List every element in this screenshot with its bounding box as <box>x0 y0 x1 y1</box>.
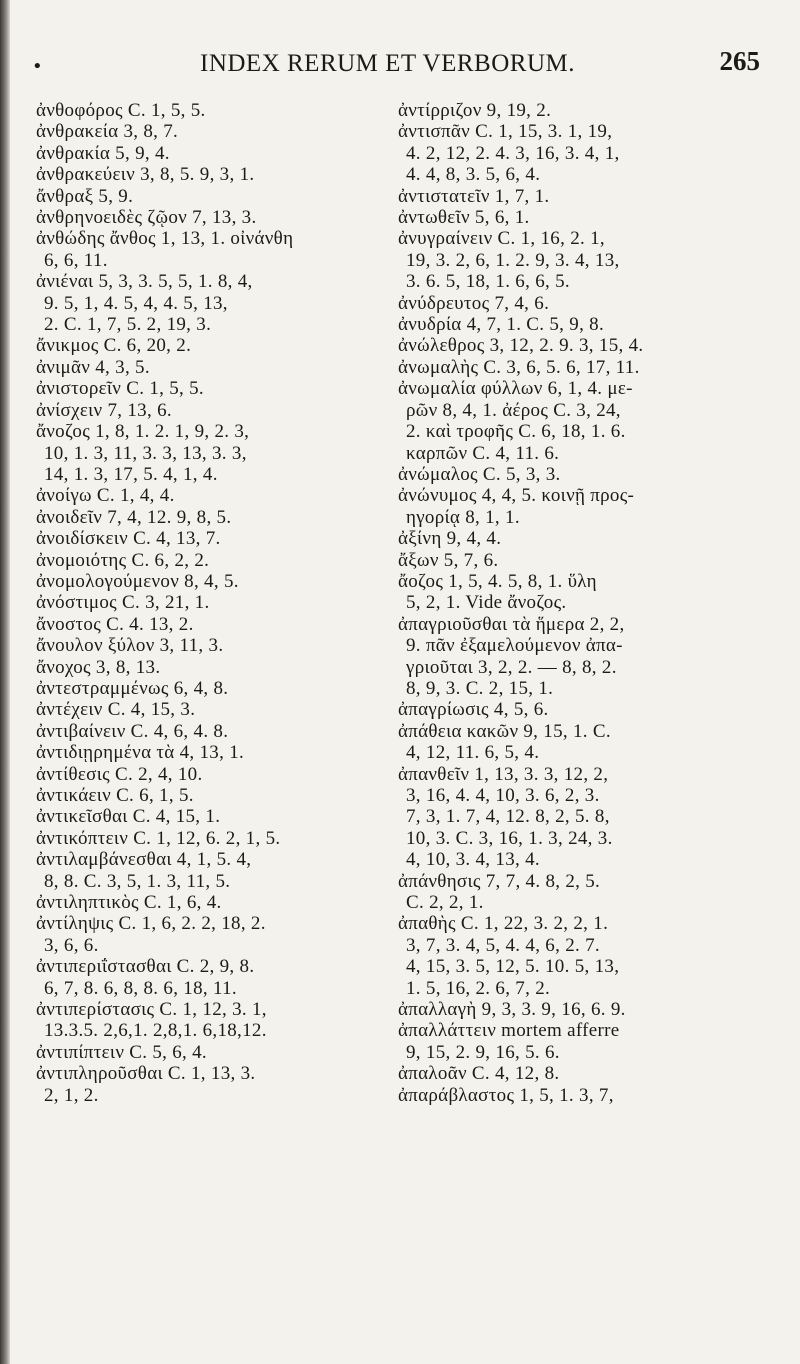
right-column <box>398 100 798 1106</box>
index-entry-line: 2. C. 1, 7, 5. 2, 19, 3. <box>44 314 212 336</box>
index-entry-line: ἀνομολογούμενον 8, 4, 5. <box>36 570 239 592</box>
index-entry-line: ἀνυγραίνειν C. 1, 16, 2. 1, <box>398 228 605 250</box>
running-header <box>10 46 800 86</box>
index-entry-line: ἀντιληπτικὸς C. 1, 6, 4. <box>36 892 222 914</box>
index-entry-line: 4, 10, 3. 4, 13, 4. <box>406 849 540 871</box>
index-entry-line: ἀπαλλαγὴ 9, 3, 3. 9, 16, 6. 9. <box>398 999 626 1021</box>
index-entry-line: ἀντικεῖσθαι C. 4, 15, 1. <box>36 806 221 828</box>
index-entry-line: ἀνθώδης ἄνθος 1, 13, 1. οἰνάνθη <box>36 228 294 250</box>
index-entry-line: ἀντέχειν C. 4, 15, 3. <box>36 699 196 721</box>
header-title: INDEX RERUM ET VERBORUM. <box>200 50 575 77</box>
index-entry-line: ἄνθραξ 5, 9. <box>36 185 134 207</box>
index-entry-line: ἀντίθεσις C. 2, 4, 10. <box>36 763 203 785</box>
index-entry-line: 3. 6. 5, 18, 1. 6, 6, 5. <box>406 271 570 293</box>
index-entry-line: ἀνωμαλὴς C. 3, 6, 5. 6, 17, 11. <box>398 356 640 378</box>
index-entry-line: 13.3.5. 2,6,1. 2,8,1. 6,18,12. <box>44 1020 267 1042</box>
index-entry-line: 6, 7, 8. 6, 8, 8. 6, 18, 11. <box>44 977 237 999</box>
index-entry-line: ἀπάνθησις 7, 7, 4. 8, 2, 5. <box>398 870 601 892</box>
index-entry-line: ἀντωθεῖν 5, 6, 1. <box>398 207 530 229</box>
index-entry-line: ἄοζος 1, 5, 4. 5, 8, 1. ὕλη <box>398 570 597 592</box>
index-entry-line: ἀπανθεῖν 1, 13, 3. 3, 12, 2, <box>398 763 609 785</box>
index-entry-line: ἀντιπληροῦσθαι C. 1, 13, 3. <box>36 1063 256 1085</box>
index-entry-line: ἀνώμαλος C. 5, 3, 3. <box>398 463 561 485</box>
index-entry-line: ἀπαγριοῦσθαι τὰ ἥμερα 2, 2, <box>398 613 625 635</box>
index-entry-line: 3, 7, 3. 4, 5, 4. 4, 6, 2. 7. <box>406 934 600 956</box>
index-entry-line: καρπῶν C. 4, 11. 6. <box>406 442 560 464</box>
index-entry-line: ἀνώλεθρος 3, 12, 2. 9. 3, 15, 4. <box>398 335 644 357</box>
index-entry-line: ἀπαλοᾶν C. 4, 12, 8. <box>398 1063 560 1085</box>
index-entry-line: ἄνοζος 1, 8, 1. 2. 1, 9, 2. 3, <box>36 421 250 443</box>
index-entry-line: ἀντεστραμμένως 6, 4, 8. <box>36 677 229 699</box>
index-entry-line: ἀνθοφόρος C. 1, 5, 5. <box>36 100 206 121</box>
left-column <box>36 100 386 1106</box>
index-entry-line: ἀνοίγω C. 1, 4, 4. <box>36 485 175 507</box>
index-entry-line: ἄνουλον ξύλον 3, 11, 3. <box>36 635 224 657</box>
index-entry-line: ἀνοιδεῖν 7, 4, 12. 9, 8, 5. <box>36 506 232 528</box>
index-entry-line: ἀντικάειν C. 6, 1, 5. <box>36 785 194 806</box>
index-entry-line: 8, 9, 3. C. 2, 15, 1. <box>406 677 554 699</box>
index-entry-line: ἀνθρακεία 3, 8, 7. <box>36 121 179 143</box>
index-entry-line: ἄνοστος C. 4. 13, 2. <box>36 613 194 635</box>
index-entry-line: ηγορίᾳ 8, 1, 1. <box>406 506 520 528</box>
index-entry-line: 5, 2, 1. Vide ἄνοζος. <box>406 592 567 614</box>
index-entry-line: γριοῦται 3, 2, 2. — 8, 8, 2. <box>406 656 617 678</box>
index-entry-line: ἀνθρακία 5, 9, 4. <box>36 142 170 164</box>
index-entry-line: 7, 3, 1. 7, 4, 12. 8, 2, 5. 8, <box>406 806 610 828</box>
index-entry-line: 19, 3. 2, 6, 1. 2. 9, 3. 4, 13, <box>406 249 620 271</box>
index-entry-line: 10, 1. 3, 11, 3. 3, 13, 3. 3, <box>44 442 247 464</box>
index-entry-line: ἀνιστορεῖν C. 1, 5, 5. <box>36 378 204 400</box>
index-entry-line: ἄξων 5, 7, 6. <box>398 549 499 571</box>
index-entry-line: 1. 5, 16, 2. 6, 7, 2. <box>406 977 551 999</box>
index-entry-line: 3, 16, 4. 4, 10, 3. 6, 2, 3. <box>406 785 600 806</box>
page-number: 265 <box>719 46 760 76</box>
index-entry-line: 8, 8. C. 3, 5, 1. 3, 11, 5. <box>44 870 231 892</box>
index-entry-line: ἀνυδρία 4, 7, 1. C. 5, 9, 8. <box>398 314 605 336</box>
index-entry-line: ἀνύδρευτος 7, 4, 6. <box>398 292 550 314</box>
index-entry-line: ἀνομοιότης C. 6, 2, 2. <box>36 549 210 571</box>
index-entry-line: 2. καὶ τροφῆς C. 6, 18, 1. 6. <box>406 421 626 443</box>
index-entry-line: ἀνόστιμος C. 3, 21, 1. <box>36 592 210 614</box>
index-entry-line: ἀντίρριζον 9, 19, 2. <box>398 100 552 121</box>
index-entry-line: ἀντιβαίνειν C. 4, 6, 4. 8. <box>36 720 229 742</box>
index-entry-line: ἀξίνη 9, 4, 4. <box>398 528 502 550</box>
index-entry-line: ἀπαράβλαστος 1, 5, 1. 3, 7, <box>398 1084 614 1106</box>
index-entry-line: 9. 5, 1, 4. 5, 4, 4. 5, 13, <box>44 292 228 314</box>
index-entry-line: 14, 1. 3, 17, 5. 4, 1, 4. <box>44 463 218 485</box>
index-entry-line: ἀνώνυμος 4, 4, 5. κοινῇ προς- <box>398 485 635 507</box>
index-entry-line: ἀντιστατεῖν 1, 7, 1. <box>398 185 550 207</box>
index-entry-line: ἀντιπεριΐστασθαι C. 2, 9, 8. <box>36 956 255 978</box>
index-entry-line: 10, 3. C. 3, 16, 1. 3, 24, 3. <box>406 827 613 849</box>
index-entry-line: 4, 15, 3. 5, 12, 5. 10. 5, 13, <box>406 956 620 978</box>
index-entry-line: ἄνοχος 3, 8, 13. <box>36 656 161 678</box>
index-entry-line: ἀπαλλάττειν mortem afferre <box>398 1020 620 1042</box>
index-entry-line: ἀπαγρίωσις 4, 5, 6. <box>398 699 549 721</box>
index-entry-line: ἀνιμᾶν 4, 3, 5. <box>36 356 150 378</box>
index-entry-line: 4. 4, 8, 3. 5, 6, 4. <box>406 164 541 186</box>
index-entry-line: 2, 1, 2. <box>44 1084 99 1106</box>
index-entry-line: ἀντιπίπτειν C. 5, 6, 4. <box>36 1041 207 1063</box>
index-entry-line: C. 2, 2, 1. <box>406 892 484 914</box>
index-entry-line: ἀνίσχειν 7, 13, 6. <box>36 399 172 421</box>
index-entry-line: ἀνιέναι 5, 3, 3. 5, 5, 1. 8, 4, <box>36 271 253 293</box>
index-entry-line: ἀνθρακεύειν 3, 8, 5. 9, 3, 1. <box>36 164 255 186</box>
index-entry-line: ρῶν 8, 4, 1. ἀέρος C. 3, 24, <box>406 399 621 421</box>
index-entry-line: ἄνικμος C. 6, 20, 2. <box>36 335 192 357</box>
index-entry-line: ἀπαθὴς C. 1, 22, 3. 2, 2, 1. <box>398 913 609 935</box>
book-page <box>10 0 800 1364</box>
index-entry-line: 4. 2, 12, 2. 4. 3, 16, 3. 4, 1, <box>406 142 620 164</box>
index-entry-line: ἀντικόπτειν C. 1, 12, 6. 2, 1, 5. <box>36 827 281 849</box>
index-entry-line: ἀντισπᾶν C. 1, 15, 3. 1, 19, <box>398 121 613 143</box>
page-binding-edge <box>0 0 10 1364</box>
index-entry-line: ἀντιδιῃρημένα τὰ 4, 13, 1. <box>36 742 245 764</box>
index-entry-line: 9. πᾶν ἐξαμελούμενον ἀπα- <box>406 635 623 657</box>
index-entry-line: ἀνοιδίσκειν C. 4, 13, 7. <box>36 528 221 550</box>
index-entry-line: 6, 6, 11. <box>44 249 108 271</box>
index-entry-line: ἀνθρηνοειδὲς ζῷον 7, 13, 3. <box>36 207 257 229</box>
index-entry-line: ἀντίληψις C. 1, 6, 2. 2, 18, 2. <box>36 913 266 935</box>
index-entry-line: ἀντιλαμβάνεσθαι 4, 1, 5. 4, <box>36 849 252 871</box>
index-entry-line: 9, 15, 2. 9, 16, 5. 6. <box>406 1041 560 1063</box>
index-entry-line: ἀνωμαλία φύλλων 6, 1, 4. με- <box>398 378 633 400</box>
index-entry-line: 3, 6, 6. <box>44 934 99 956</box>
index-entry-line: 4, 12, 11. 6, 5, 4. <box>406 742 540 764</box>
index-entry-line: ἀπάθεια κακῶν 9, 15, 1. C. <box>398 720 611 742</box>
index-entry-line: ἀντιπερίστασις C. 1, 12, 3. 1, <box>36 999 267 1021</box>
header-dot: • <box>32 56 43 77</box>
